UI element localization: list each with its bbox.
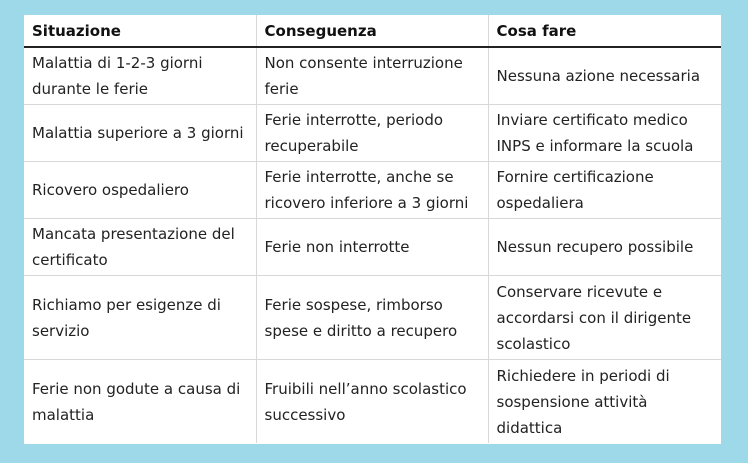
cell-conseguenza: Non consente interruzione ferie [256,47,488,105]
cell-conseguenza: Ferie non interrotte [256,219,488,276]
cell-cosa-fare: Fornire certificazione ospedaliera [488,162,721,219]
info-table [24,15,721,443]
cell-cosa-fare: Nessuna azione necessaria [488,47,721,105]
table-row [24,47,721,105]
cell-situazione: Malattia di 1-2-3 giorni durante le ferie [24,47,256,105]
table-row [24,219,721,276]
table-row [24,360,721,444]
table-row [24,105,721,162]
cell-cosa-fare: Inviare certificato medico INPS e informare la scuola [488,105,721,162]
cell-situazione: Ferie non godute a causa di malattia [32,379,241,424]
header-situazione: Situazione [24,15,256,47]
table-card [24,15,721,444]
cell-situazione: Mancata presentazione del certificato [24,219,256,276]
table-row [24,162,721,219]
table-header-row [24,15,721,47]
cell-conseguenza: Fruibili nell’anno scolastico successivo [256,360,488,444]
cell-cosa-fare: Conservare ricevute e accordarsi con il dirigente scolastico [488,276,721,360]
table-row [24,276,721,360]
cell-situazione: Ricovero ospedaliero [24,162,256,219]
cell-conseguenza: Ferie interrotte, periodo recuperabile [256,105,488,162]
cell-cosa-fare: Richiedere in periodi di sospensione attività didattica [488,360,721,444]
cell-conseguenza: Ferie sospese, rimborso spese e diritto a recupero [256,276,488,360]
cell-conseguenza: Ferie interrotte, anche se ricovero inferiore a 3 giorni [256,162,488,219]
cell-cosa-fare: Nessun recupero possibile [488,219,721,276]
header-cosa-fare: Cosa fare [488,15,721,47]
cell-situazione: Malattia superiore a 3 giorni [24,105,256,162]
cell-situazione: Richiamo per esigenze di servizio [24,276,256,360]
header-conseguenza: Conseguenza [256,15,488,47]
